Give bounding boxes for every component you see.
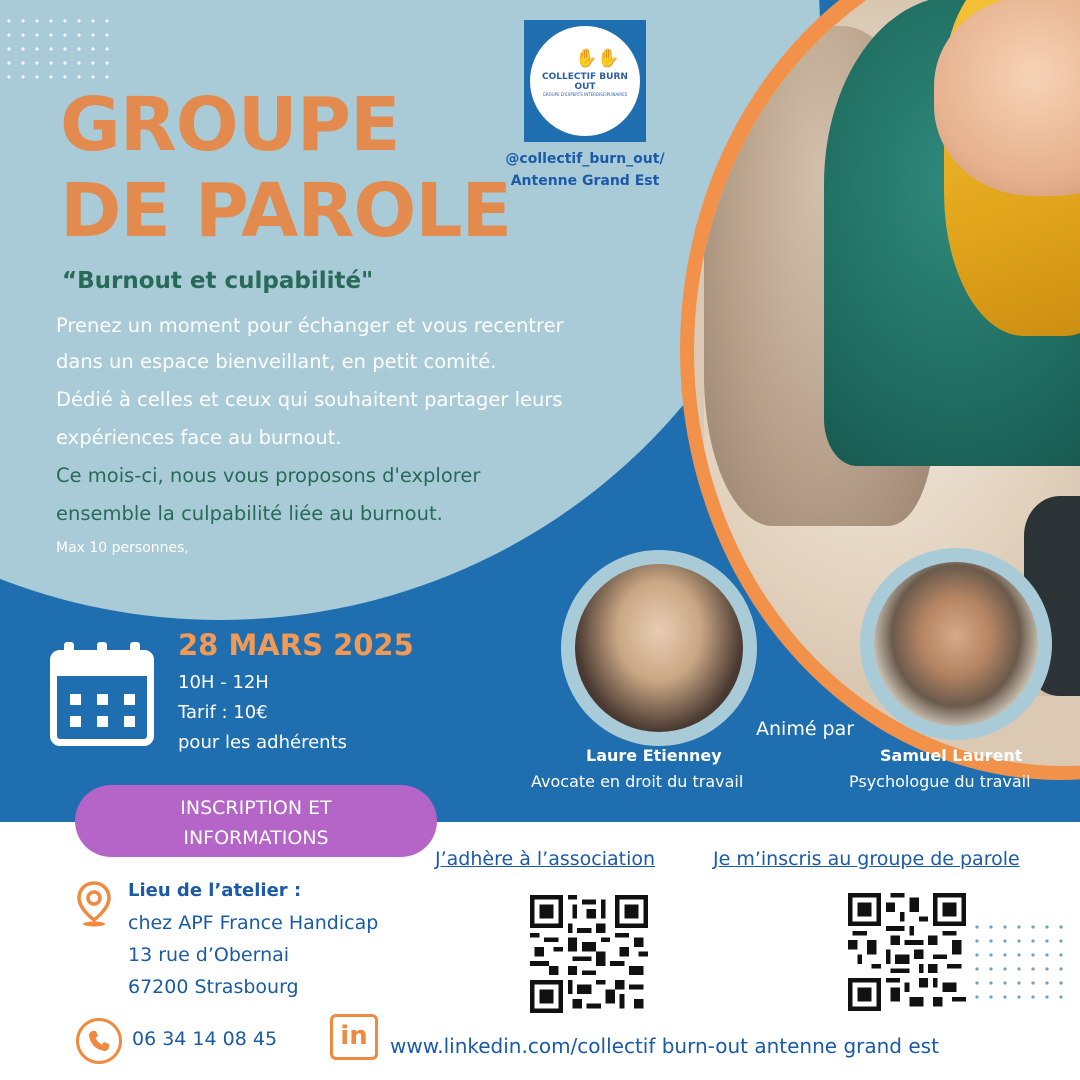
calendar-icon <box>46 640 160 750</box>
social-handle <box>470 148 700 192</box>
description-line-3: Dédié à celles et ceux qui souhaitent partager leurs <box>56 388 563 411</box>
handle-line-2: Antenne Grand Est <box>510 173 660 189</box>
speaker-photo-frame-2 <box>860 548 1052 740</box>
event-price: Tarif : 10€ <box>178 702 268 723</box>
speaker-avatar-2 <box>874 562 1038 726</box>
linkedin-icon: in <box>330 1014 378 1060</box>
dot-pattern-bottom-right <box>970 920 1070 1000</box>
logo-name: COLLECTIF BURN OUT <box>542 72 628 92</box>
speaker-avatar-1 <box>575 564 743 732</box>
inscription-button-line-1: INSCRIPTION ET <box>180 797 332 819</box>
speaker-photo-frame-1 <box>561 550 757 746</box>
event-price-note: pour les adhérents <box>178 732 348 753</box>
speaker-1-name: Laure Etienney <box>586 746 722 765</box>
qr-code-join[interactable] <box>530 895 648 1013</box>
location-line-1: chez APF France Handicap <box>128 912 379 934</box>
location-pin-icon <box>76 880 112 928</box>
event-subtitle: “Burnout et culpabilité" <box>62 268 374 294</box>
qr-code-register[interactable] <box>848 893 966 1011</box>
register-group-link[interactable]: Je m’inscris au groupe de parole <box>713 848 1020 870</box>
speaker-1-role: Avocate en droit du travail <box>531 772 744 791</box>
location-label: Lieu de l’atelier : <box>128 880 302 901</box>
description-line-2: dans un espace bienveillant, en petit comité. <box>56 350 497 373</box>
description-line-1: Prenez un moment pour échanger et vous recentrer <box>56 314 564 337</box>
location-line-2: 13 rue d’Obernai <box>128 944 290 966</box>
event-date: 28 MARS 2025 <box>178 628 414 662</box>
dot-pattern-top-left <box>2 14 114 82</box>
linkedin-url[interactable]: www.linkedin.com/collectif burn-out antenne grand est <box>390 1034 939 1058</box>
title-line-2: DE PAROLE <box>60 168 512 254</box>
inscription-button[interactable] <box>75 785 437 857</box>
description-line-5: Ce mois-ci, nous vous proposons d'explorer <box>56 464 481 487</box>
handle-line-1: @collectif_burn_out/ <box>505 151 665 167</box>
speaker-2-name: Samuel Laurent <box>880 746 1023 765</box>
description-line-6: ensemble la culpabilité liée au burnout. <box>56 502 443 525</box>
capacity-note: Max 10 personnes, <box>56 540 189 556</box>
description-line-4: expériences face au burnout. <box>56 426 342 449</box>
title-line-1: GROUPE <box>60 82 400 168</box>
logo-tagline: GROUPE D'EXPERTS INTERDISCIPLINAIRES <box>542 92 628 97</box>
phone-icon <box>76 1018 122 1064</box>
phone-number: 06 34 14 08 45 <box>132 1028 278 1050</box>
page-title <box>60 82 511 254</box>
event-time: 10H - 12H <box>178 672 269 693</box>
speakers-intro: Animé par <box>756 718 855 740</box>
people-icon: ✋✋ <box>575 48 620 69</box>
speaker-2-role: Psychologue du travail <box>849 772 1031 791</box>
collectif-logo <box>524 20 646 142</box>
join-association-link[interactable]: J’adhère à l’association <box>435 848 656 870</box>
inscription-button-line-2: INFORMATIONS <box>183 827 329 849</box>
location-line-3: 67200 Strasbourg <box>128 976 299 998</box>
